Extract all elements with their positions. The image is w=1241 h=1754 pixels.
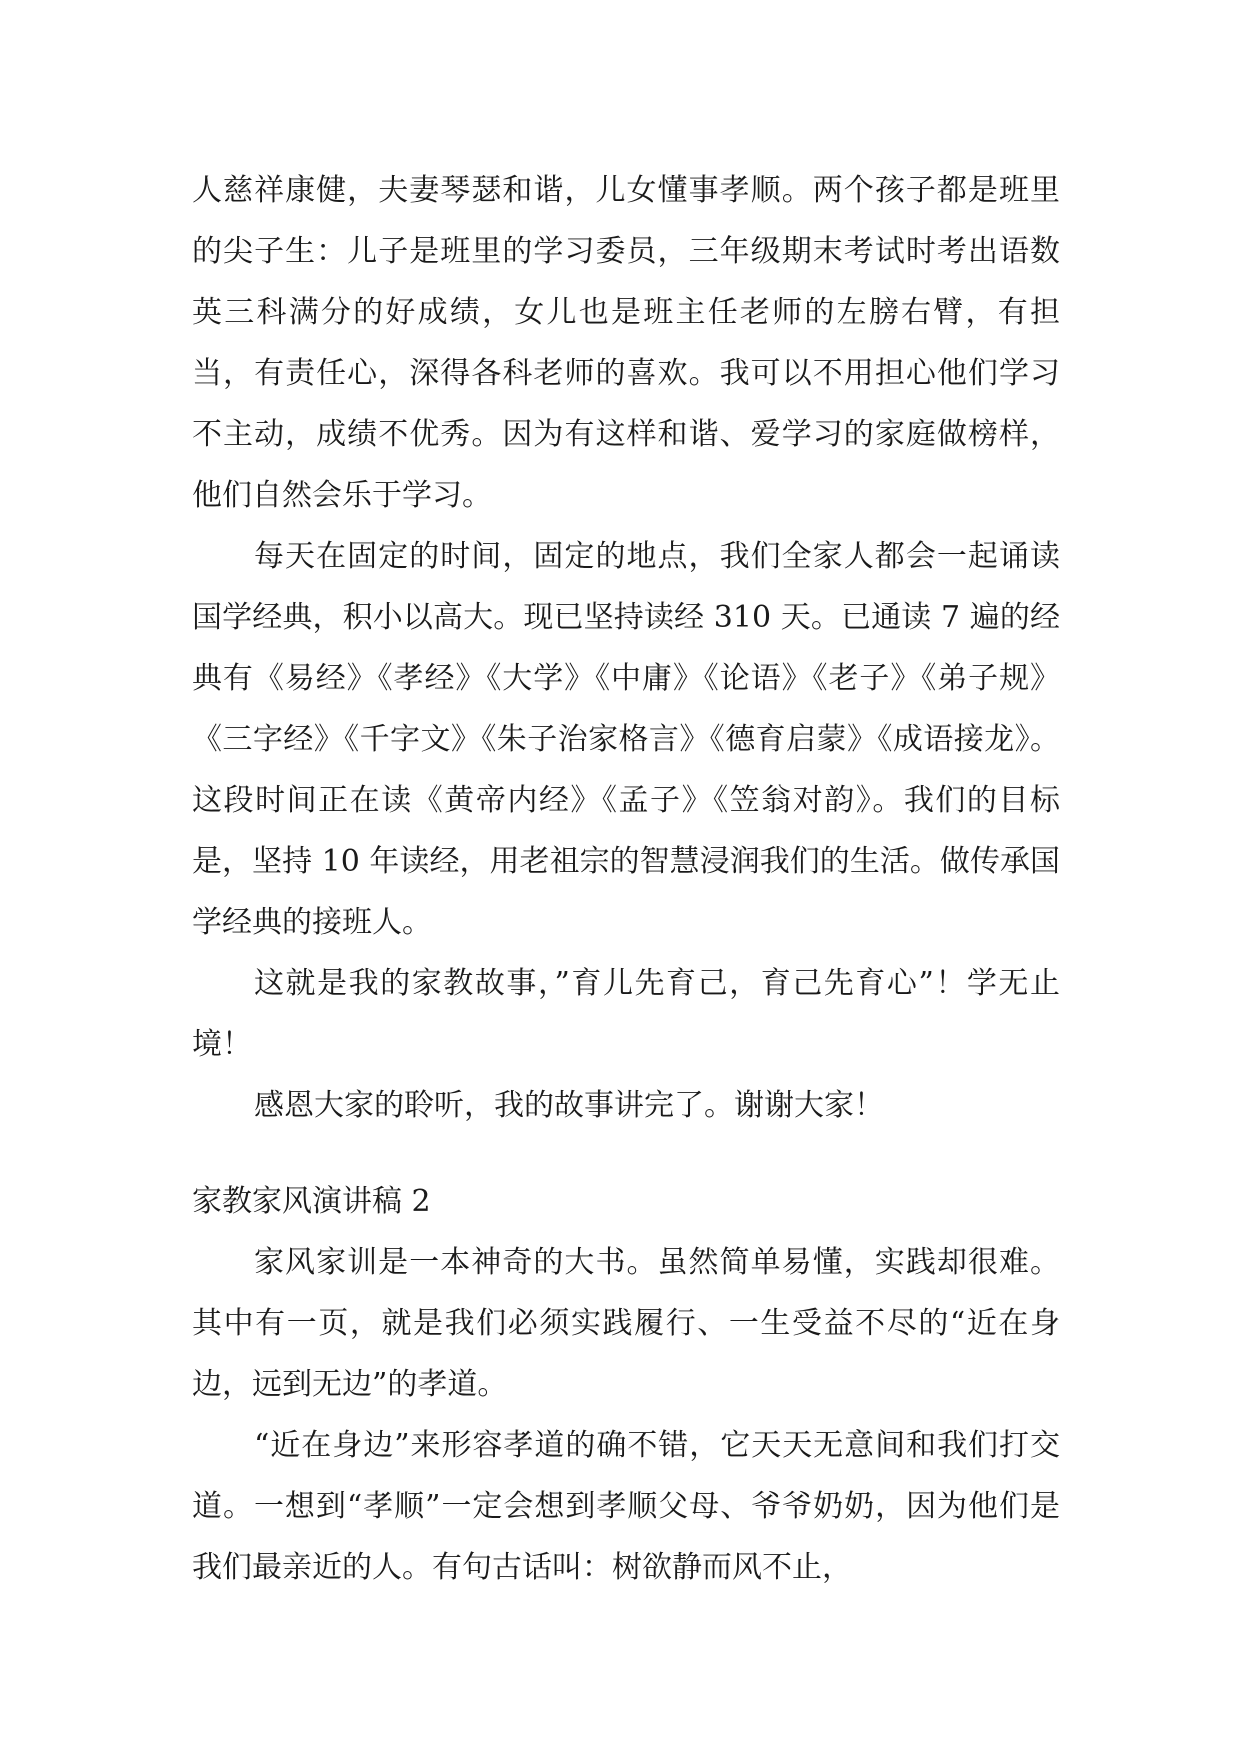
paragraph-filial-piety: “近在身边”来形容孝道的确不错，它天天无意间和我们打交道。一想到“孝顺”一定会想到孝顺父母、爷爷奶奶，因为他们是我们最亲近的人。有句古话叫：树欲静而风不止，	[192, 1428, 1060, 1585]
paragraph-family-rules-book: 家风家训是一本神奇的大书。虽然简单易懂，实践却很难。其中有一页，就是我们必须实践履行、一生受益不尽的“近在身边，远到无边”的孝道。	[192, 1245, 1060, 1402]
document-page	[192, 160, 1060, 1598]
paragraph-family-harmony: 人慈祥康健，夫妻琴瑟和谐，儿女懂事孝顺。两个孩子都是班里的尖子生：儿子是班里的学习委员，三年级期末考试时考出语数英三科满分的好成绩，女儿也是班主任老师的左膀右臂，有担当，有责任心，深得各科老师的喜欢。我可以不用担心他们学习不主动，成绩不优秀。因为有这样和谐、爱学习的家庭做榜样，他们自然会乐于学习。	[192, 173, 1060, 513]
paragraph-classics-reading: 每天在固定的时间，固定的地点，我们全家人都会一起诵读国学经典，积小以高大。现已坚持读经 310 天。已通读 7 遍的经典有《易经》《孝经》《大学》《中庸》《论语》《老子》《弟子规》《三字经》《千字文》《朱子治家格言》《德育启蒙》《成语接龙》。这段时间正在读《黄帝内经》《孟子》《笠翁对韵》。我们的目标是，坚持 10 年读经，用老祖宗的智慧浸润我们的生活。做传承国学经典的接班人。	[192, 539, 1060, 940]
paragraph-family-story-motto: 这就是我的家教故事，”育儿先育己，育己先育心”！学无止境！	[192, 966, 1060, 1062]
section-heading: 家教家风演讲稿 2	[192, 1184, 431, 1219]
paragraph-thanks: 感恩大家的聆听，我的故事讲完了。谢谢大家！	[254, 1088, 884, 1123]
